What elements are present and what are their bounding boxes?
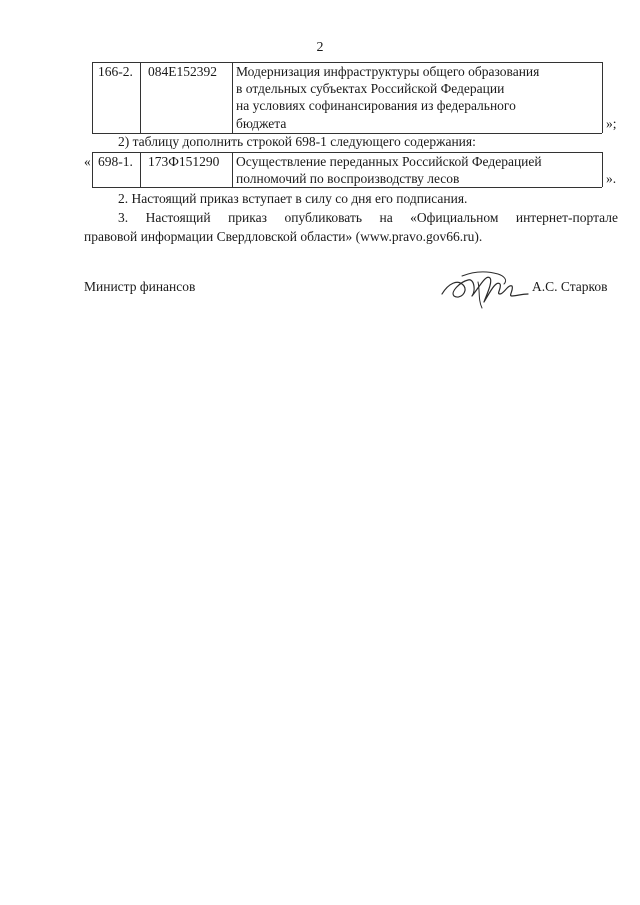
row-text-line: Осуществление переданных Российской Федерацией (236, 154, 542, 169)
table-border-top (92, 62, 602, 63)
row-number: 698-1. (98, 154, 133, 169)
table-border-right (602, 152, 603, 187)
table-border-bottom (92, 187, 602, 188)
signatory-name: А.С. Старков (532, 279, 608, 294)
table-border-top (92, 152, 602, 153)
closing-quote: ». (606, 171, 617, 186)
paragraph-3-line-2: правовой информации Свердловской области» (www.pravo.gov66.ru). (84, 229, 483, 244)
handwritten-signature (438, 266, 530, 310)
signatory-position: Министр финансов (84, 279, 196, 294)
row-number: 166-2. (98, 64, 133, 79)
opening-quote: « (84, 154, 91, 169)
table-divider (232, 62, 233, 133)
row-code: 084Е152392 (148, 64, 217, 79)
table-border-left (92, 152, 93, 187)
paragraph-2: 2. Настоящий приказ вступает в силу со дня его подписания. (118, 191, 468, 206)
table-divider (140, 62, 141, 133)
row-code: 173Ф151290 (148, 154, 220, 169)
row-text-line: бюджета (236, 116, 287, 131)
table-divider (232, 152, 233, 187)
closing-quote: »; (606, 116, 617, 131)
paragraph-3-line-1: 3. Настоящий приказ опубликовать на «Официальном интернет-портале (118, 210, 618, 225)
item-2-text: 2) таблицу дополнить строкой 698-1 следующего содержания: (118, 134, 476, 149)
row-text-line: Модернизация инфраструктуры общего образования (236, 64, 540, 79)
table-border-left (92, 62, 93, 133)
page-number: 2 (316, 40, 324, 55)
table-divider (140, 152, 141, 187)
row-text-line: в отдельных субъектах Российской Федерации (236, 81, 505, 96)
row-text-line: на условиях софинансирования из федерального (236, 98, 516, 113)
table-border-right (602, 62, 603, 133)
row-text-line: полномочий по воспроизводству лесов (236, 171, 460, 186)
